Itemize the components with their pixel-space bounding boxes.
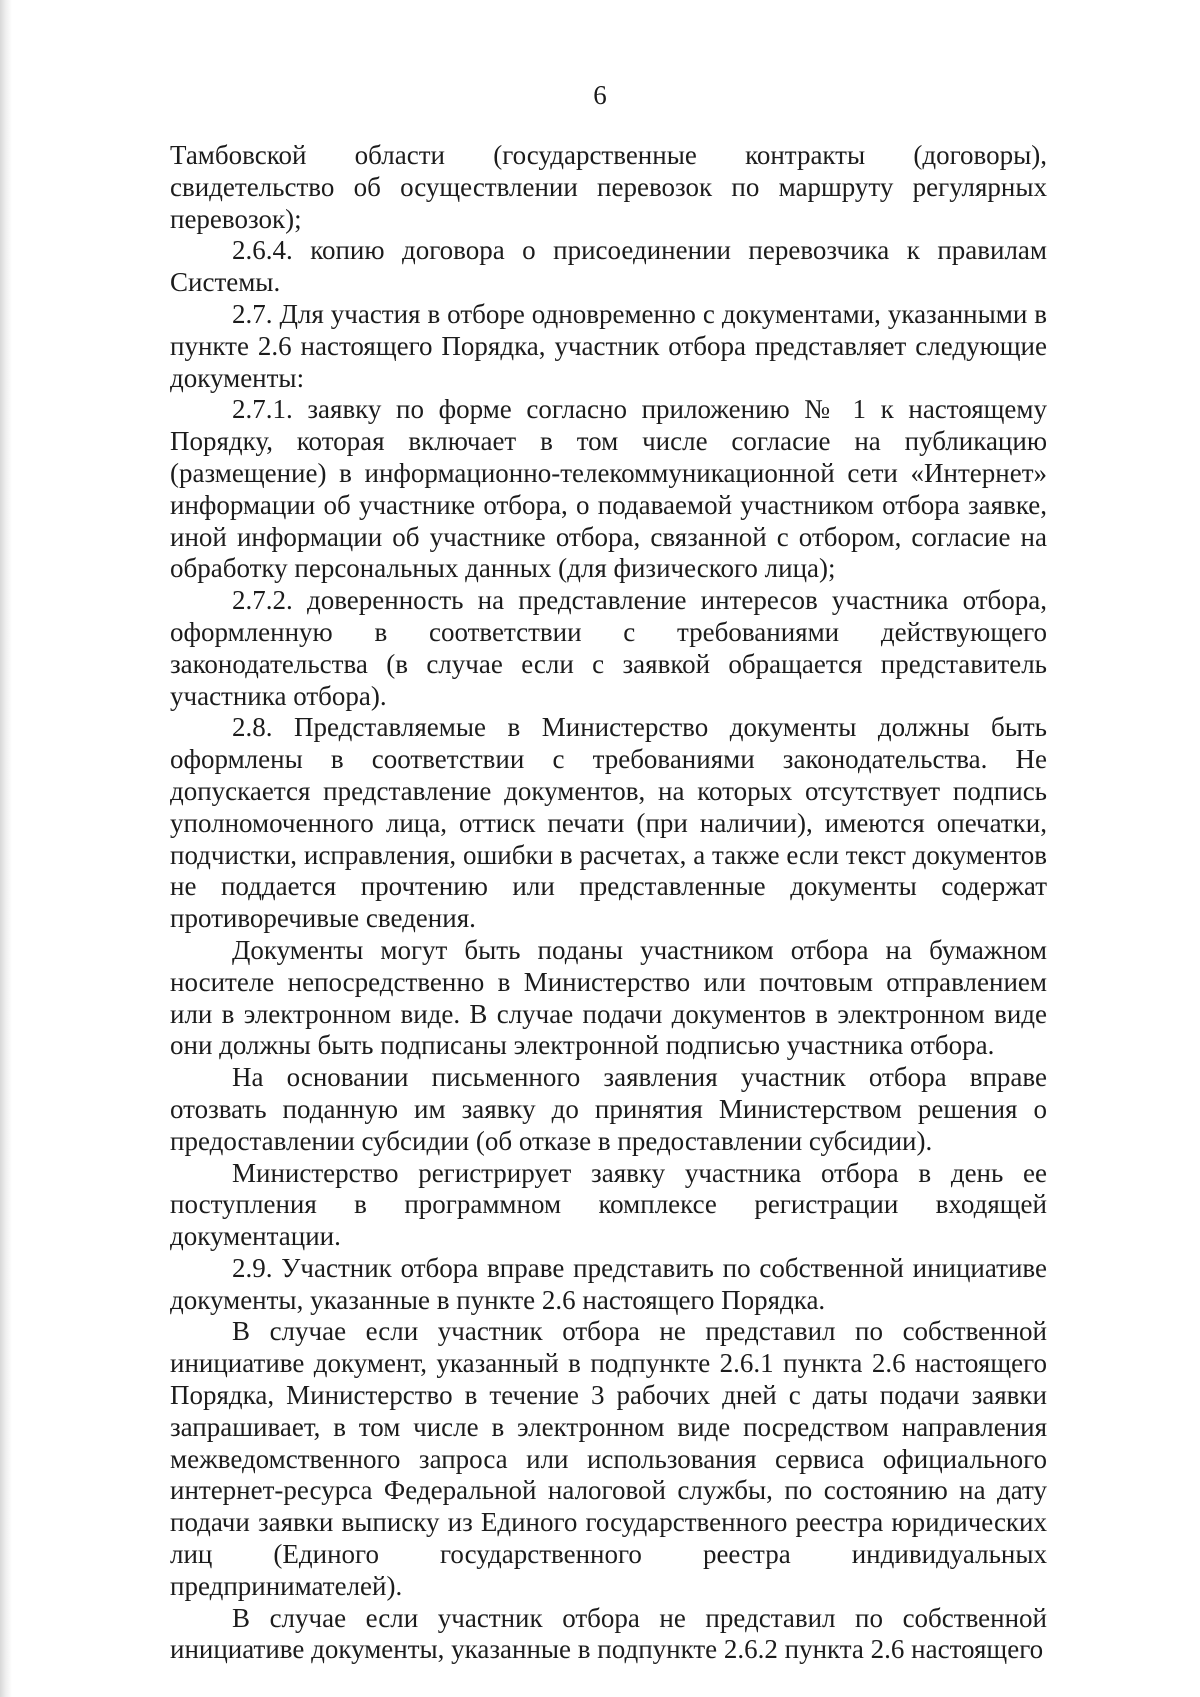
- paragraph-request-2-6-2: В случае если участник отбора не представил по собственной инициативе документы, указанные в подпункте 2.6.2 пункта 2.6 настоящего: [170, 1602, 1047, 1665]
- paragraph-2-7-2: 2.7.2. доверенность на представление интересов участника отбора, оформленную в соответствии с требованиями действующего законодательства (в случае если с заявкой обращается представитель участника отбора).: [170, 585, 1047, 711]
- paragraph-2-8: 2.8. Представляемые в Министерство документы должны быть оформлены в соответствии с требованиями законодательства. Не допускается представление документов, на которых отсутствует подпись уполномоченного лица, оттиск печати (при наличии), имеются опечатки, подчистки, исправления, ошибки в расчетах, а также если текст документов не поддается прочтению или представленные документы содержат противоречивые сведения.: [170, 712, 1047, 934]
- paragraph-registration: Министерство регистрирует заявку участника отбора в день ее поступления в программном комплексе регистрации входящей документации.: [170, 1157, 1047, 1252]
- scan-edge-shadow: [0, 0, 12, 1697]
- paragraph-2-7-1: 2.7.1. заявку по форме согласно приложению № 1 к настоящему Порядку, которая включает в том числе согласие на публикацию (размещение) в информационно-телекоммуникационной сети «Интернет» информации об участнике отбора, о подаваемой участником отбора заявке, иной информации об участнике отбора, связанной с отбором, согласие на обработку персональных данных (для физического лица);: [170, 394, 1047, 584]
- page-number: 6: [593, 80, 607, 110]
- paragraph-2-9: 2.9. Участник отбора вправе представить по собственной инициативе документы, указанные в пункте 2.6 настоящего Порядка.: [170, 1252, 1047, 1315]
- paragraph-request-2-6-1: В случае если участник отбора не представил по собственной инициативе документ, указанный в подпункте 2.6.1 пункта 2.6 настоящего Порядка, Министерство в течение 3 рабочих дней с даты подачи заявки запрашивает, в том числе в электронном виде посредством направления межведомственного запроса или использования сервиса официального интернет-ресурса Федеральной налоговой службы, по состоянию на дату подачи заявки выписку из Единого государственного реестра юридических лиц (Единого государственного реестра индивидуальных предпринимателей).: [170, 1316, 1047, 1601]
- paragraph-continuation: Тамбовской области (государственные контракты (договоры), свидетельство об осуществлении перевозок по маршруту регулярных перевозок);: [170, 140, 1047, 234]
- paragraph-withdrawal: На основании письменного заявления участник отбора вправе отозвать поданную им заявку до принятия Министерством решения о предоставлении субсидии (об отказе в предоставлении субсидии).: [170, 1062, 1047, 1156]
- paragraph-2-7: 2.7. Для участия в отборе одновременно с документами, указанными в пункте 2.6 настоящего Порядка, участник отбора представляет следующие документы:: [170, 298, 1047, 393]
- paragraph-2-6-4: 2.6.4. копию договора о присоединении перевозчика к правилам Системы.: [170, 235, 1047, 298]
- paragraph-document-submission: Документы могут быть поданы участником отбора на бумажном носителе непосредственно в Министерство или почтовым отправлением или в электронном виде. В случае подачи документов в электронном виде они должны быть подписаны электронной подписью участника отбора.: [170, 934, 1047, 1061]
- document-body: [170, 140, 1047, 1666]
